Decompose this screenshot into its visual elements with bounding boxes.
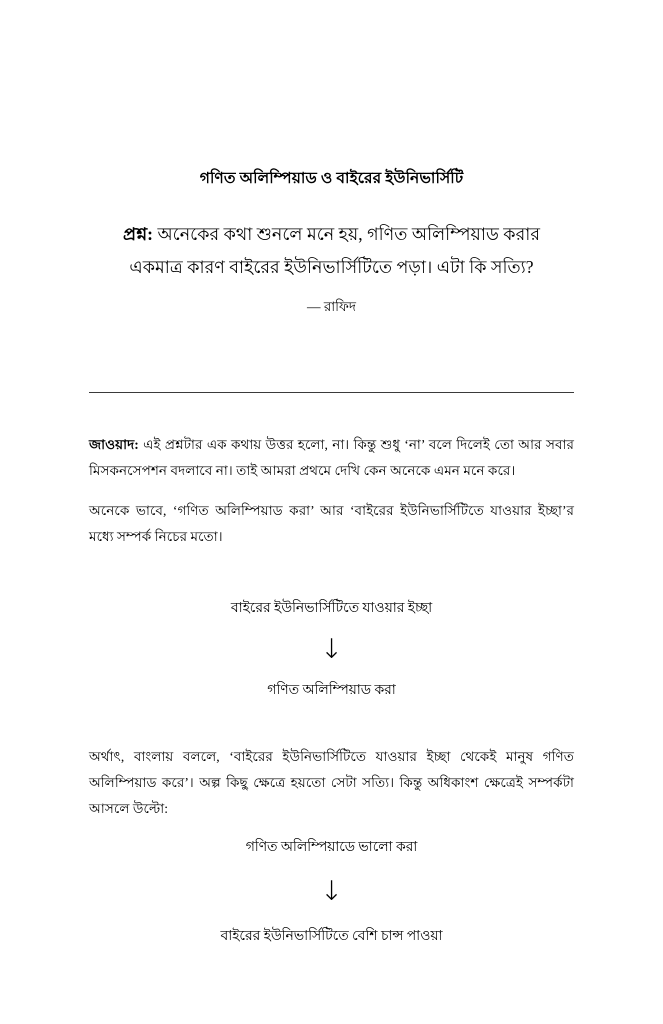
flow-diagram-1	[89, 597, 574, 701]
answer-paragraph-1-text: এই প্রশ্নটার এক কথায় উত্তর হলো, না। কিন্তু শুধু ‘না’ বলে দিলেই তো আর সবার মিসকনসেপশন বদলাবে না। তাই আমরা প্রথমে দেখি কেন অনেকে এমন মনে করে।	[89, 437, 574, 479]
question-text: অনেকের কথা শুনলে মনে হয়, গণিত অলিম্পিয়াড করার একমাত্র কারণ বাইরের ইউনিভার্সিটিতে পড়া। এটা কি সত্যি?	[129, 224, 541, 277]
answer-paragraph-1	[89, 432, 574, 484]
answer-area	[89, 432, 574, 564]
answer-paragraph-2: অনেকে ভাবে, ‘গণিত অলিম্পিয়াড করা’ আর ‘বাইরের ইউনিভার্সিটিতে যাওয়ার ইচ্ছা’র মধ্যে সম্পর্ক নিচের মতো।	[89, 503, 574, 545]
section-divider	[89, 392, 574, 393]
question-label: প্রশ্ন:	[122, 224, 154, 245]
page-title: গণিত অলিম্পিয়াড ও বাইরের ইউনিভার্সিটি	[199, 170, 464, 187]
answer-label: জাওয়াদ:	[89, 437, 139, 452]
flow-diagram-2-from: গণিত অলিম্পিয়াডে ভালো করা	[245, 839, 418, 854]
flow-diagram-1-from: বাইরের ইউনিভার্সিটিতে যাওয়ার ইচ্ছা	[230, 600, 433, 615]
flow-diagram-2-to: বাইরের ইউনিভার্সিটিতে বেশি চান্স পাওয়া	[220, 928, 443, 944]
answer-area-2	[89, 744, 574, 836]
flow-diagram-1-to: গণিত অলিম্পিয়াড করা	[267, 682, 396, 698]
down-arrow-icon: ↓	[320, 876, 343, 908]
down-arrow-icon: ↓	[320, 634, 343, 666]
question-block	[89, 190, 574, 283]
flow-diagram-2	[89, 836, 574, 947]
question-attribution: — রাফিদ	[306, 299, 357, 315]
answer-paragraph-3: অর্থাৎ, বাংলায় বললে, ‘বাইরের ইউনিভার্সিটিতে যাওয়ার ইচ্ছা থেকেই মানুষ গণিত অলিম্পিয়াড করে’। অল্প কিছু ক্ষেত্রে হয়তো সেটা সত্যি। কিন্তু অধিকাংশ ক্ষেত্রেই সম্পর্কটা আসলে উল্টো:	[89, 749, 574, 817]
